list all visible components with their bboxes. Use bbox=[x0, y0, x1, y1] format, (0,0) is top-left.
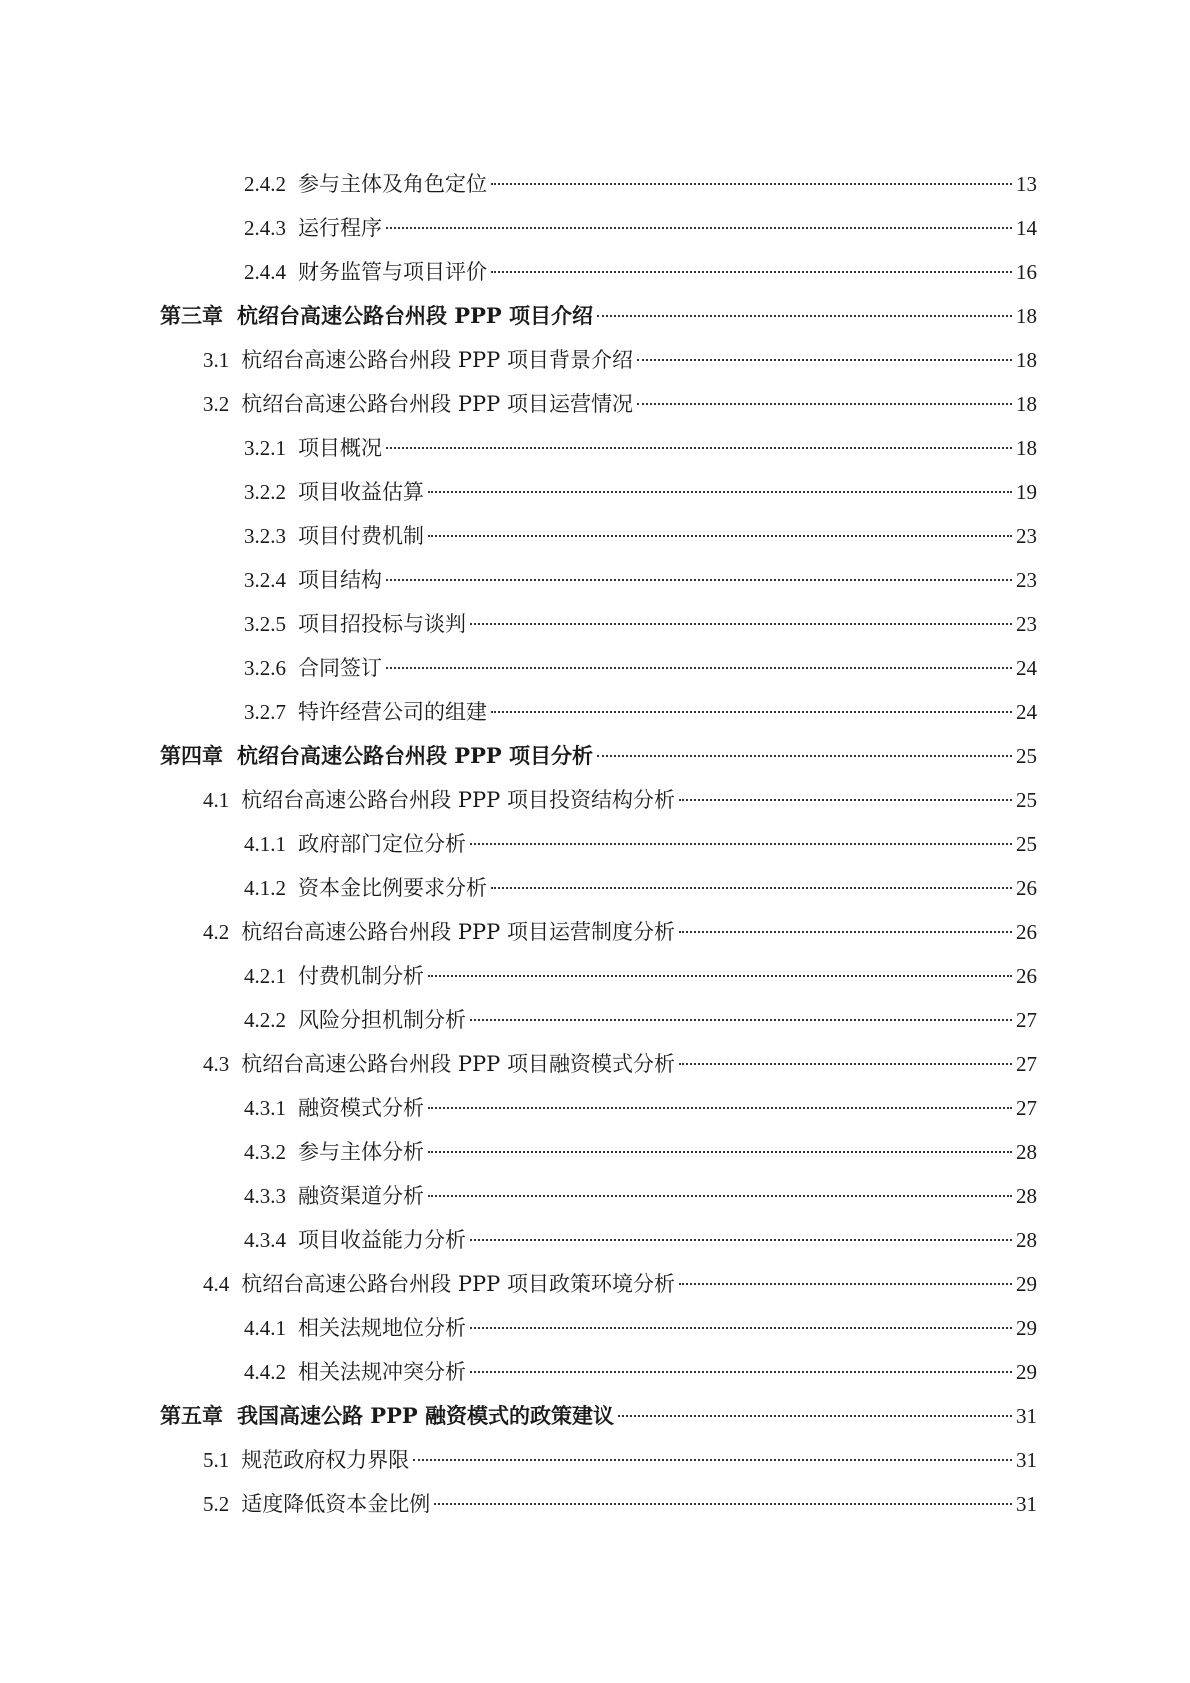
toc-entry[interactable] bbox=[160, 1394, 1037, 1438]
toc-dot-leader bbox=[597, 755, 1012, 757]
toc-dot-leader bbox=[679, 799, 1012, 801]
toc-entry[interactable] bbox=[160, 162, 1037, 206]
toc-entry[interactable] bbox=[160, 382, 1037, 426]
toc-entry-title: 杭绍台高速公路台州段 PPP 项目分析 bbox=[237, 743, 593, 768]
toc-entry-title: 我国高速公路 PPP 融资模式的政策建议 bbox=[237, 1403, 614, 1428]
toc-entry-number: 4.1.2 bbox=[244, 876, 286, 900]
toc-dot-leader bbox=[618, 1415, 1012, 1417]
toc-dot-leader bbox=[679, 1063, 1012, 1065]
toc-entry-page: 29 bbox=[1016, 1272, 1037, 1296]
toc-entry-title: 资本金比例要求分析 bbox=[298, 876, 487, 900]
toc-entry-title: 规范政府权力界限 bbox=[241, 1448, 410, 1472]
toc-entry-title: 财务监管与项目评价 bbox=[298, 260, 487, 284]
toc-entry-title: 项目收益能力分析 bbox=[298, 1228, 466, 1252]
toc-entry-page: 28 bbox=[1016, 1228, 1037, 1252]
toc-entry-page: 26 bbox=[1016, 920, 1037, 944]
toc-dot-leader bbox=[470, 623, 1012, 625]
toc-entry-title: 付费机制分析 bbox=[298, 964, 424, 988]
toc-entry[interactable] bbox=[160, 734, 1037, 778]
toc-entry-page: 18 bbox=[1016, 392, 1037, 416]
toc-entry[interactable] bbox=[160, 602, 1037, 646]
toc-entry-number: 2.4.2 bbox=[244, 172, 286, 196]
toc-entry-page: 28 bbox=[1016, 1184, 1037, 1208]
toc-entry[interactable] bbox=[160, 866, 1037, 910]
toc-entry-title: 参与主体分析 bbox=[298, 1140, 424, 1164]
toc-entry-title: 项目付费机制 bbox=[298, 524, 424, 548]
toc-entry-number: 3.2.6 bbox=[244, 656, 286, 680]
toc-entry-page: 18 bbox=[1016, 436, 1037, 460]
toc-entry-title: 项目收益估算 bbox=[298, 480, 424, 504]
toc-dot-leader bbox=[491, 887, 1012, 889]
toc-entry-page: 24 bbox=[1016, 700, 1037, 724]
toc-entry-number: 3.2.2 bbox=[244, 480, 286, 504]
toc-entry[interactable] bbox=[160, 1306, 1037, 1350]
toc-entry-title: 融资渠道分析 bbox=[298, 1184, 424, 1208]
toc-entry-number: 4.2.1 bbox=[244, 964, 286, 988]
toc-entry[interactable] bbox=[160, 470, 1037, 514]
toc-dot-leader bbox=[386, 447, 1012, 449]
toc-entry-page: 19 bbox=[1016, 480, 1037, 504]
toc-entry[interactable] bbox=[160, 1350, 1037, 1394]
toc-entry[interactable] bbox=[160, 294, 1037, 338]
toc-entry-page: 27 bbox=[1016, 1052, 1037, 1076]
toc-entry-title: 政府部门定位分析 bbox=[298, 832, 466, 856]
toc-entry-number: 3.2.3 bbox=[244, 524, 286, 548]
toc-entry[interactable] bbox=[160, 1218, 1037, 1262]
toc-entry-number: 5.2 bbox=[203, 1492, 230, 1516]
toc-dot-leader bbox=[491, 183, 1012, 185]
toc-entry-title: 参与主体及角色定位 bbox=[298, 172, 487, 196]
toc-entry-number: 3.2.4 bbox=[244, 568, 286, 592]
toc-entry-number: 4.3.3 bbox=[244, 1184, 286, 1208]
toc-entry-title: 特许经营公司的组建 bbox=[298, 700, 487, 724]
toc-entry-number: 第四章 bbox=[160, 744, 223, 768]
toc-entry-number: 4.3.4 bbox=[244, 1228, 286, 1252]
toc-entry-page: 27 bbox=[1016, 1096, 1037, 1120]
toc-dot-leader bbox=[470, 1371, 1012, 1373]
toc-entry-page: 25 bbox=[1016, 744, 1037, 768]
toc-dot-leader bbox=[428, 535, 1012, 537]
toc-entry-title: 风险分担机制分析 bbox=[298, 1008, 466, 1032]
toc-entry-page: 28 bbox=[1016, 1140, 1037, 1164]
toc-entry-title: 项目概况 bbox=[298, 436, 382, 460]
toc-entry[interactable] bbox=[160, 1130, 1037, 1174]
toc-entry-title: 杭绍台高速公路台州段 PPP 项目融资模式分析 bbox=[241, 1052, 675, 1076]
toc-entry-title: 运行程序 bbox=[298, 216, 382, 240]
toc-entry[interactable] bbox=[160, 558, 1037, 602]
toc-entry[interactable] bbox=[160, 338, 1037, 382]
toc-dot-leader bbox=[679, 1283, 1012, 1285]
toc-entry-number: 第五章 bbox=[160, 1404, 223, 1428]
toc-entry[interactable] bbox=[160, 206, 1037, 250]
toc-entry-number: 3.1 bbox=[203, 348, 230, 372]
toc-dot-leader bbox=[470, 843, 1012, 845]
toc-entry-title: 杭绍台高速公路台州段 PPP 项目运营情况 bbox=[241, 392, 633, 416]
toc-entry[interactable] bbox=[160, 954, 1037, 998]
toc-entry[interactable] bbox=[160, 998, 1037, 1042]
toc-entry-title: 相关法规冲突分析 bbox=[298, 1360, 466, 1384]
toc-entry-title: 合同签订 bbox=[298, 656, 382, 680]
toc-entry[interactable] bbox=[160, 1174, 1037, 1218]
toc-entry-title: 项目招投标与谈判 bbox=[298, 612, 466, 636]
toc-dot-leader bbox=[470, 1239, 1012, 1241]
toc-entry-page: 14 bbox=[1016, 216, 1037, 240]
toc-entry-title: 杭绍台高速公路台州段 PPP 项目背景介绍 bbox=[241, 348, 633, 372]
toc-entry-title: 融资模式分析 bbox=[298, 1096, 424, 1120]
toc-dot-leader bbox=[470, 1019, 1012, 1021]
toc-entry-number: 2.4.4 bbox=[244, 260, 286, 284]
toc-entry-page: 24 bbox=[1016, 656, 1037, 680]
toc-dot-leader bbox=[386, 579, 1012, 581]
toc-dot-leader bbox=[637, 359, 1012, 361]
toc-dot-leader bbox=[434, 1503, 1012, 1505]
toc-entry[interactable] bbox=[160, 910, 1037, 954]
toc-entry-page: 13 bbox=[1016, 172, 1037, 196]
toc-dot-leader bbox=[428, 1151, 1012, 1153]
toc-entry-title: 项目结构 bbox=[298, 568, 382, 592]
toc-entry[interactable] bbox=[160, 1262, 1037, 1306]
toc-entry-page: 25 bbox=[1016, 788, 1037, 812]
toc-dot-leader bbox=[470, 1327, 1012, 1329]
toc-entry-number: 4.4 bbox=[203, 1272, 230, 1296]
toc-entry[interactable] bbox=[160, 1482, 1037, 1526]
toc-dot-leader bbox=[428, 1195, 1012, 1197]
toc-entry-number: 4.4.2 bbox=[244, 1360, 286, 1384]
toc-dot-leader bbox=[413, 1459, 1012, 1461]
toc-entry-title: 杭绍台高速公路台州段 PPP 项目投资结构分析 bbox=[241, 788, 675, 812]
toc-entry-number: 4.4.1 bbox=[244, 1316, 286, 1340]
toc-entry-page: 31 bbox=[1016, 1492, 1037, 1516]
toc-dot-leader bbox=[386, 667, 1012, 669]
toc-entry-number: 3.2.7 bbox=[244, 700, 286, 724]
toc-entry-page: 23 bbox=[1016, 524, 1037, 548]
toc-entry[interactable] bbox=[160, 1042, 1037, 1086]
toc-entry-title: 适度降低资本金比例 bbox=[241, 1492, 431, 1516]
toc-entry-number: 5.1 bbox=[203, 1448, 230, 1472]
toc-entry[interactable] bbox=[160, 514, 1037, 558]
toc-entry-title: 杭绍台高速公路台州段 PPP 项目介绍 bbox=[237, 303, 593, 328]
toc-entry-page: 31 bbox=[1016, 1404, 1037, 1428]
toc-dot-leader bbox=[386, 227, 1012, 229]
toc-dot-leader bbox=[491, 711, 1012, 713]
toc-entry-page: 23 bbox=[1016, 568, 1037, 592]
toc-entry-title: 杭绍台高速公路台州段 PPP 项目政策环境分析 bbox=[241, 1272, 675, 1296]
toc-entry-page: 27 bbox=[1016, 1008, 1037, 1032]
toc-entry-page: 18 bbox=[1016, 304, 1037, 328]
toc-entry-page: 31 bbox=[1016, 1448, 1037, 1472]
toc-dot-leader bbox=[679, 931, 1012, 933]
toc-entry-page: 25 bbox=[1016, 832, 1037, 856]
toc-entry-number: 4.3.1 bbox=[244, 1096, 286, 1120]
toc-entry-number: 2.4.3 bbox=[244, 216, 286, 240]
toc-entry[interactable] bbox=[160, 646, 1037, 690]
toc-entry[interactable] bbox=[160, 778, 1037, 822]
toc-entry-number: 4.1 bbox=[203, 788, 230, 812]
toc-entry[interactable] bbox=[160, 1086, 1037, 1130]
toc-entry-page: 26 bbox=[1016, 876, 1037, 900]
toc-dot-leader bbox=[491, 271, 1012, 273]
toc-entry-page: 18 bbox=[1016, 348, 1037, 372]
toc-entry-title: 杭绍台高速公路台州段 PPP 项目运营制度分析 bbox=[241, 920, 675, 944]
toc-entry-number: 第三章 bbox=[160, 304, 223, 328]
toc-entry-page: 23 bbox=[1016, 612, 1037, 636]
toc-dot-leader bbox=[428, 975, 1012, 977]
toc-entry-number: 4.1.1 bbox=[244, 832, 286, 856]
toc-dot-leader bbox=[637, 403, 1012, 405]
toc-entry-number: 3.2.1 bbox=[244, 436, 286, 460]
toc-entry-page: 16 bbox=[1016, 260, 1037, 284]
toc-entry-number: 4.2.2 bbox=[244, 1008, 286, 1032]
toc-entry-page: 29 bbox=[1016, 1360, 1037, 1384]
toc-dot-leader bbox=[428, 491, 1012, 493]
toc-entry[interactable] bbox=[160, 1438, 1037, 1482]
toc-entry[interactable] bbox=[160, 690, 1037, 734]
toc-entry-title: 相关法规地位分析 bbox=[298, 1316, 466, 1340]
toc-entry-number: 4.3 bbox=[203, 1052, 230, 1076]
toc-entry-number: 3.2 bbox=[203, 392, 230, 416]
toc-entry-page: 29 bbox=[1016, 1316, 1037, 1340]
toc-entry-number: 4.3.2 bbox=[244, 1140, 286, 1164]
table-of-contents bbox=[160, 162, 1037, 1526]
toc-entry[interactable] bbox=[160, 822, 1037, 866]
toc-entry-page: 26 bbox=[1016, 964, 1037, 988]
toc-dot-leader bbox=[597, 315, 1012, 317]
toc-entry[interactable] bbox=[160, 426, 1037, 470]
toc-entry[interactable] bbox=[160, 250, 1037, 294]
toc-entry-number: 3.2.5 bbox=[244, 612, 286, 636]
toc-dot-leader bbox=[428, 1107, 1012, 1109]
toc-entry-number: 4.2 bbox=[203, 920, 230, 944]
